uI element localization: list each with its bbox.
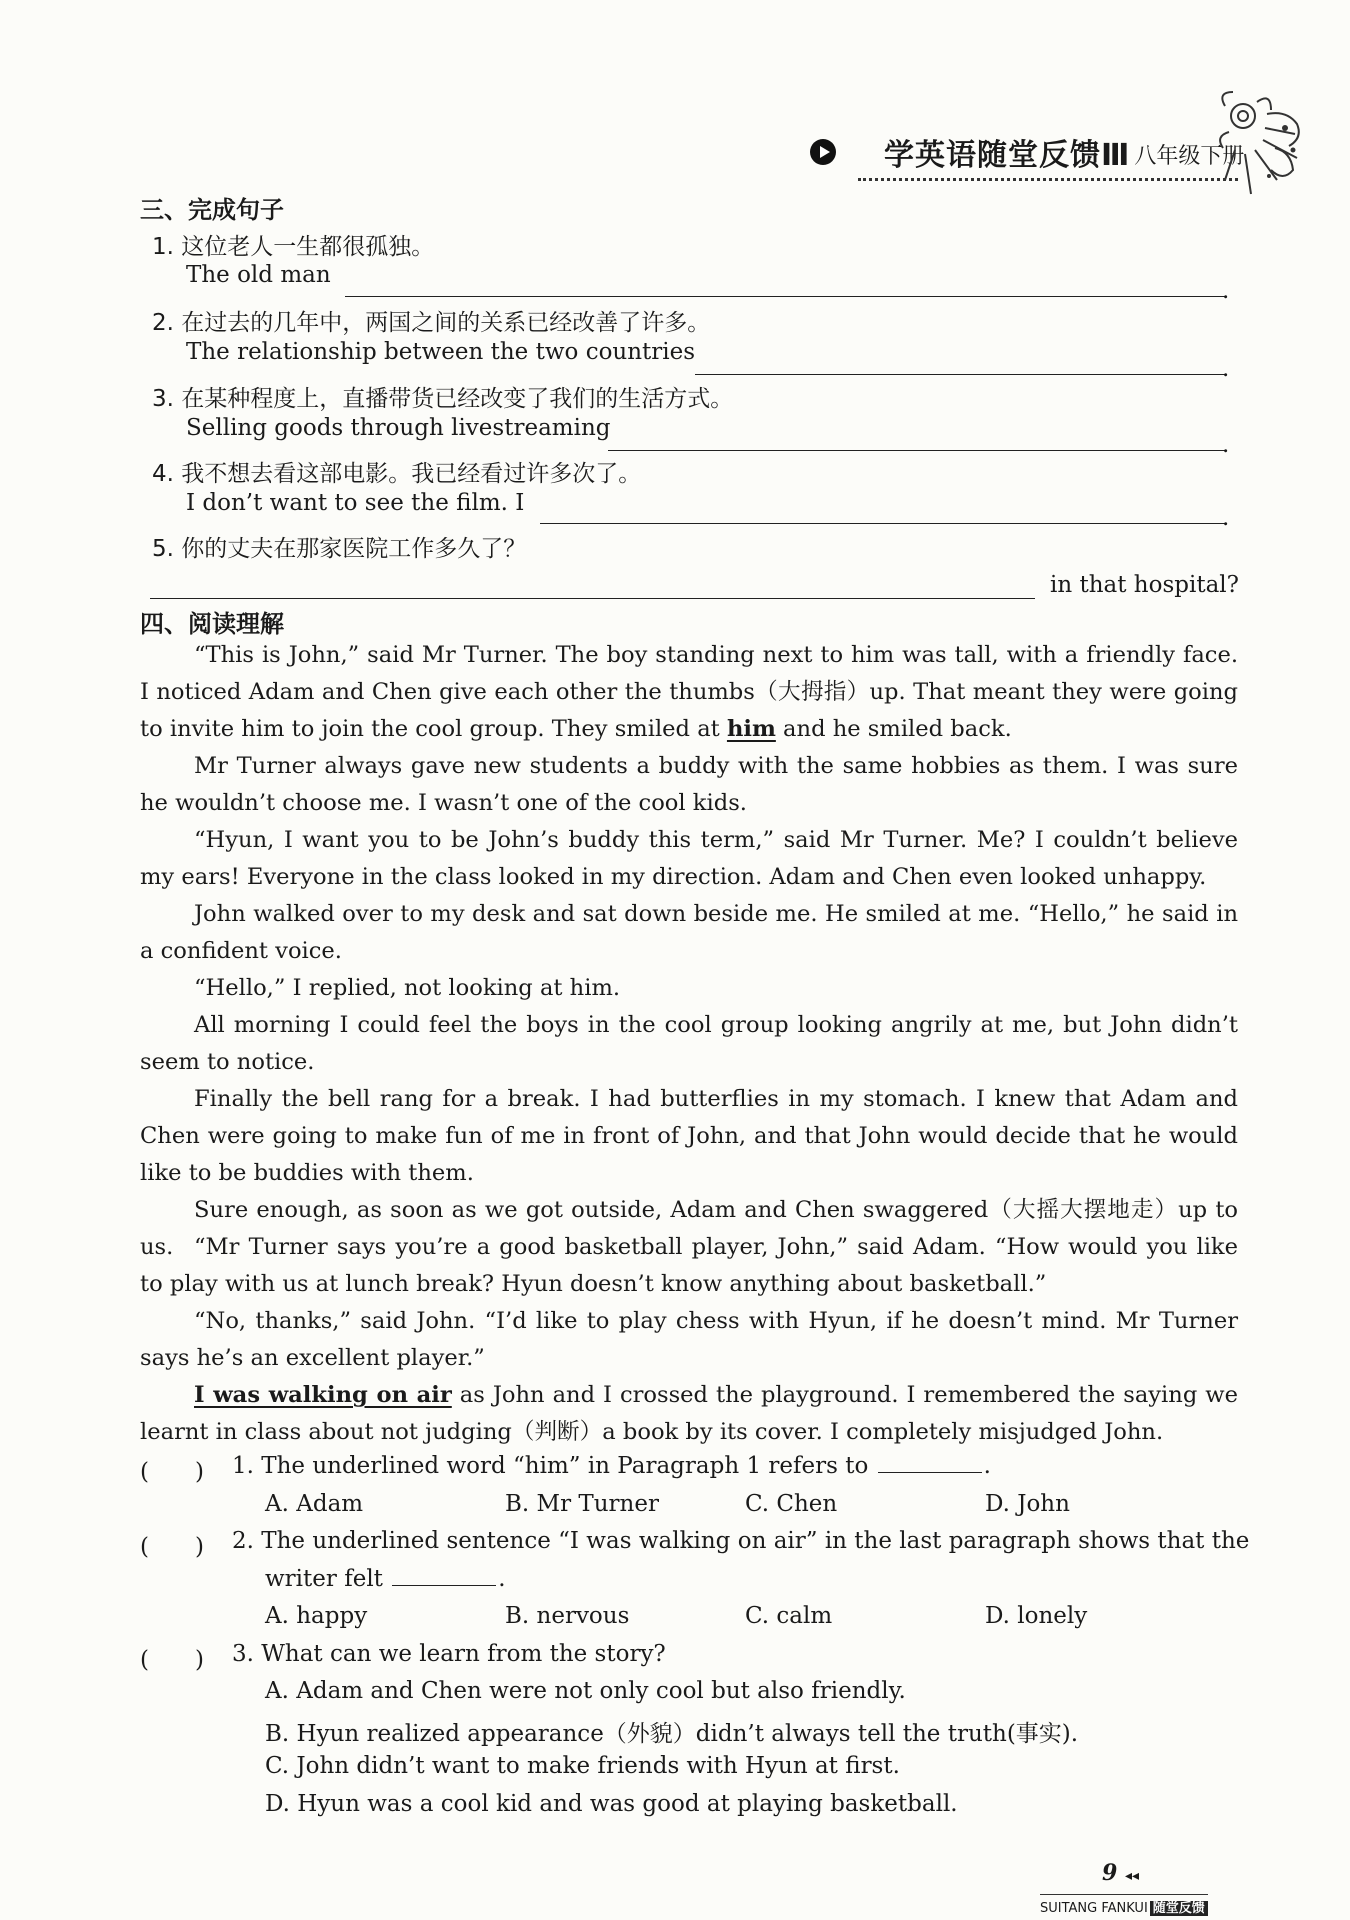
passage-paragraph-2: Mr Turner always gave new students a buddy with the same hobbies as them. I was sure he wouldn’t choose me. I wasn’t one of the cool kids. [140,753,1238,816]
passage-paragraph-8: Sure enough, as soon as we got outside, Adam and Chen swaggered（大摇大摆地走）up to us. [140,1197,1238,1260]
s3-q2-chinese: 2. 在过去的几年中，两国之间的关系已经改善了许多。 [152,310,711,336]
q3-stem: 3. What can we learn from the story? [232,1641,666,1667]
s3-q4-chinese: 4. 我不想去看这部电影。我已经看过许多次了。 [152,461,642,487]
arrow-left-icon: ◂◂ [1124,1868,1140,1884]
s3-q5-english: in that hospital? [1050,572,1239,598]
passage-paragraph-3: “Hyun, I want you to be John’s buddy this term,” said Mr Turner. Me? I couldn’t believe my ears! Everyone in the class looked in my direction. Adam and Chen even looked unhappy. [140,827,1238,890]
s3-q5-chinese: 5. 你的丈夫在那家医院工作多久了？ [152,536,527,562]
q1-option-c[interactable]: C. Chen [745,1491,838,1517]
s3-q1-answer-blank[interactable] [345,296,1225,297]
s3-q5-answer-blank[interactable] [150,598,1035,599]
section3-title: 三、完成句子 [140,196,284,224]
header-subtitle: 八年级下册 [1134,143,1245,169]
s3-q4-answer-blank[interactable] [540,523,1225,524]
passage-paragraph-9: “Mr Turner says you’re a good basketball player, John,” said Adam. “How would you like to play with us at lunch break? Hyun doesn’t know anything about basketball.” [140,1234,1238,1297]
s3-q3-answer-blank[interactable] [608,450,1225,451]
s3-q2-answer-blank[interactable] [695,374,1225,375]
header-dotted-rule [858,178,1238,181]
section4-title: 四、阅读理解 [140,610,284,638]
q1-stem: 1. The underlined word “him” in Paragraph 1 refers to . [232,1453,991,1479]
passage-paragraph-1: “This is John,” said Mr Turner. The boy standing next to him was tall, with a friendly face. I noticed Adam and Chen give each other the thumbs（大拇指）up. That meant they were going to invite him to join the cool group. They smiled at him and he smiled back. [140,642,1238,742]
s3-q2-period: . [1222,356,1230,382]
underlined-word-him: him [726,716,776,742]
q3-option-a[interactable]: A. Adam and Chen were not only cool but also friendly. [265,1678,906,1704]
q1-answer-bracket[interactable]: ( ) [140,1459,204,1485]
footer-badge: 随堂反馈 [1150,1901,1208,1916]
s3-q3-chinese: 3. 在某种程度上，直播带货已经改变了我们的生活方式。 [152,386,734,412]
s3-q3-english: Selling goods through livestreaming [186,415,611,441]
q1-option-a[interactable]: A. Adam [265,1491,364,1517]
passage-paragraph-7: Finally the bell rang for a break. I had butterflies in my stomach. I knew that Adam and Chen were going to make fun of me in front of John, and that John would decide that he would like to be buddies with them. [140,1086,1238,1186]
header-title: 学英语随堂反馈Ⅲ [884,138,1131,173]
s3-q4-period: . [1222,505,1230,531]
s3-q3-period: . [1222,432,1230,458]
q1-option-d[interactable]: D. John [985,1491,1070,1517]
underlined-sentence: I was walking on air [194,1382,452,1408]
s3-q1-period: . [1222,278,1230,304]
q2-option-a[interactable]: A. happy [265,1603,368,1629]
passage-paragraph-6: All morning I could feel the boys in the cool group looking angrily at me, but John didn’t seem to notice. [140,1012,1238,1075]
q3-option-d[interactable]: D. Hyun was a cool kid and was good at playing basketball. [265,1791,958,1817]
q2-blank [392,1585,496,1586]
s3-q1-english: The old man [186,262,331,288]
q2-option-b[interactable]: B. nervous [505,1603,630,1629]
q3-option-c[interactable]: C. John didn’t want to make friends with Hyun at first. [265,1753,900,1779]
page-footer: SUITANG FANKUI 随堂反馈 [1040,1894,1208,1916]
q3-answer-bracket[interactable]: ( ) [140,1647,204,1673]
page-number: 9 ◂◂ [1102,1860,1140,1886]
passage-paragraph-5: “Hello,” I replied, not looking at him. [194,975,621,1001]
q1-option-b[interactable]: B. Mr Turner [505,1491,659,1517]
s3-q4-english: I don’t want to see the film. I [186,490,525,516]
q2-answer-bracket[interactable]: ( ) [140,1534,204,1560]
s3-q1-chinese: 1. 这位老人一生都很孤独。 [152,234,435,260]
q2-option-c[interactable]: C. calm [745,1603,833,1629]
s3-q2-english: The relationship between the two countries [186,339,696,365]
q2-stem-line2: writer felt . [265,1566,506,1592]
q2-stem: 2. The underlined sentence “I was walking on air” in the last paragraph shows that the [232,1528,1250,1554]
play-icon [810,139,836,165]
passage-paragraph-4: John walked over to my desk and sat down beside me. He smiled at me. “Hello,” he said in a confident voice. [140,901,1238,964]
q3-option-b[interactable]: B. Hyun realized appearance（外貌）didn’t always tell the truth(事实). [265,1721,1079,1747]
flower-decoration-icon [1205,88,1315,208]
passage-paragraph-10: “No, thanks,” said John. “I’d like to play chess with Hyun, if he doesn’t mind. Mr Turner says he’s an excellent player.” [140,1308,1238,1371]
q1-blank [878,1472,982,1473]
q2-option-d[interactable]: D. lonely [985,1603,1088,1629]
page-header [810,132,1244,172]
passage-paragraph-11: I was walking on air as John and I crossed the playground. I remembered the saying we learnt in class about not judging（判断）a book by its cover. I completely misjudged John. [140,1382,1238,1445]
